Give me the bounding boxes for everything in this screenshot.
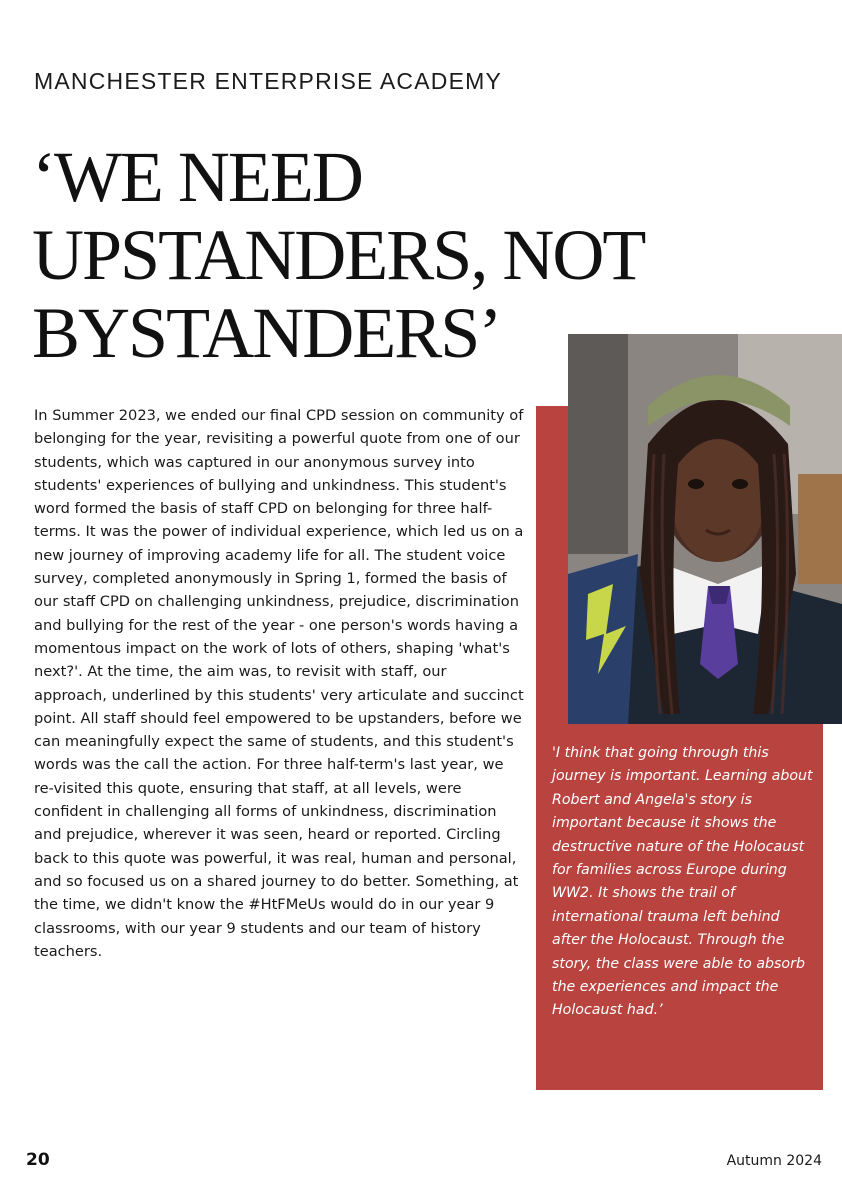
headline-line-1: ‘WE NEED bbox=[32, 137, 362, 217]
issue-label: Autumn 2024 bbox=[726, 1153, 822, 1169]
student-photo bbox=[568, 334, 842, 724]
headline-line-3: BYSTANDERS’ bbox=[32, 293, 501, 373]
school-name: MANCHESTER ENTERPRISE ACADEMY bbox=[34, 68, 503, 94]
article-body: In Summer 2023, we ended our final CPD session on community of belonging for the year, revisiting a powerful quote from one of our students, which was captured in our anonymous survey into students' experiences of bullying and unkindness. This student's word formed the basis of staff CPD on belonging for three half-terms. It was the power of individual experience, which led us on a new journey of improving academy life for all. The student voice survey, completed anonymously in Spring 1, formed the basis of our staff CPD on challenging unkindness, prejudice, discrimination and bullying for the rest of the year - one person's words having a momentous impact on the work of lots of others, shaping 'what's next?'. At the time, the aim was, to revisit with staff, our approach, underlined by this students' very articulate and succinct point. All staff should feel empowered to be upstanders, before we can meaningfully expect the same of students, and this student's words was the call the action. For three half-term's last year, we re-visited this quote, ensuring that staff, at all levels, were confident in challenging all forms of unkindness, discrimination and prejudice, wherever it was seen, heard or reported. Circling back to this quote was powerful, it was real, human and personal, and so focused us on a shared journey to do better. Something, at the time, we didn't know the #HtFMeUs would do in our year 9 classrooms, with our year 9 students and our team of history teachers. bbox=[34, 407, 524, 960]
headline-line-2: UPSTANDERS, NOT bbox=[32, 215, 645, 295]
page-number: 20 bbox=[26, 1150, 50, 1170]
student-quote: 'I think that going through this journey is important. Learning about Robert and Angela's story is important because it shows the destructive nature of the Holocaust for families across Europe during WW2. It shows the trail of international trauma left behind after the Holocaust. Through the story, the class were able to absorb the experiences and impact the Holocaust had.’ bbox=[552, 745, 813, 1019]
